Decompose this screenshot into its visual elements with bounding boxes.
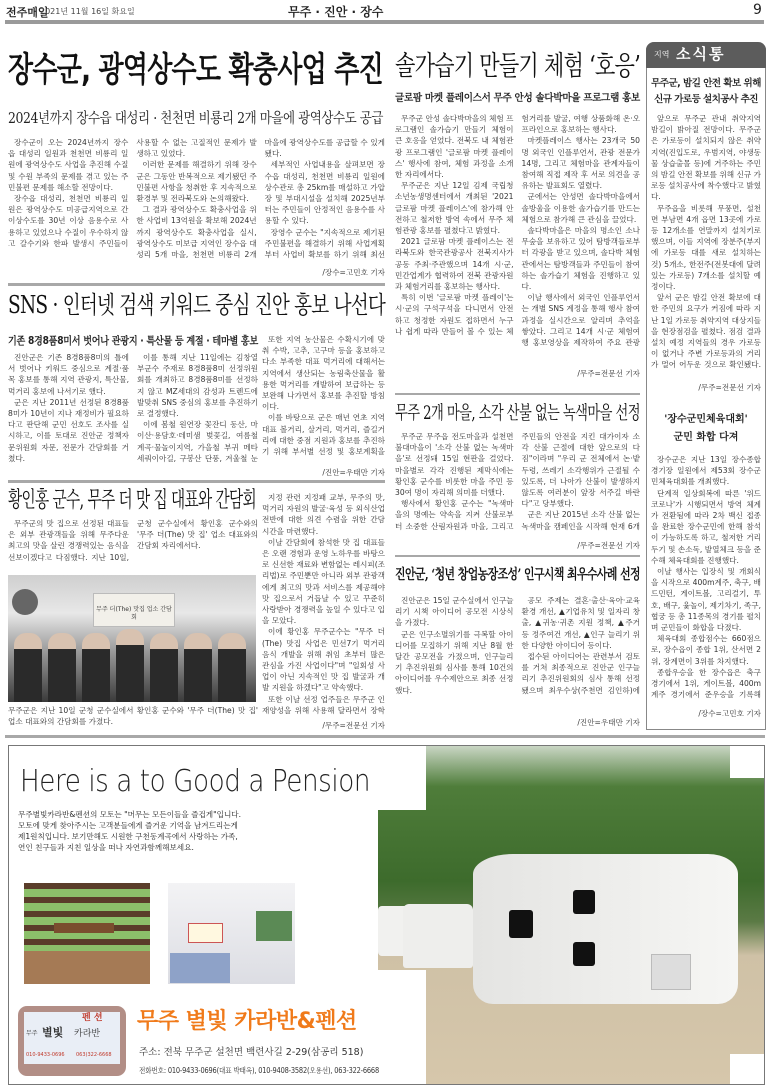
paragraph: 군에서는 안성면 솔다박마을에서 솔방울을 이용한 솔가습기를 만드는 체험으로 참가해 큰 관심을 끌었다. (521, 192, 640, 224)
interior-window (256, 911, 292, 941)
headline-restaurant-meeting: 황인홍 군수, 무주 더 맛 집 대표와 간담회 (8, 488, 257, 513)
caravan-window (573, 890, 595, 914)
paragraph: 이날 행사에서 외국인 인플루언서는 개별 SNS 계정을 통해 행사 참여 과정을 실시간으로 알리며 추억을 쌓았다. 그리고 14개 시·군 체험여행 홍보영상을 제작하여 주요 관광 (521, 293, 640, 348)
sidebar-headline-1a-row (646, 76, 766, 92)
pension-sign-photo (18, 1006, 126, 1076)
sign-text: 카라반 (74, 1029, 101, 1039)
ad-layout-block (730, 746, 764, 778)
divider (395, 393, 640, 395)
county-logo (12, 589, 38, 615)
ad-line: 연인 친구들과 지친 일상을 떠나 자연과함께해보세요. (18, 843, 194, 852)
byline: /진안=우태만 기자 (577, 718, 640, 727)
paragraph: 접수된 아이디어는 관련부서 검토를 거쳐 최종적으로 진안군 인구늘리기 추진위원회의 심사 통해 선정됐으며 최우수상(주천면 김인하)에 (521, 652, 640, 695)
article-body-green-village (395, 431, 640, 532)
paragraph: 장수읍 대성리, 천천면 비룡리 일원은 광역상수도 미공급지역으로 간이상수도를 30년 이상 음용수로 사용하고 있었으나 수질이 우수하지 않고 갈수기와 한파 발생시 주민들이 사용할 수 없는 고질적인 문제가 발생하고 있었다. (8, 138, 257, 248)
paragraph: 군은 인구소멸위기를 극복할 아이디어를 모집하기 위해 지난 8월 한 달간 공모전을 가졌으며, 인구늘리기 추진위원회 심사를 통해 10건의 아이디어를 우수제안으로 최종 선정했다. (395, 629, 514, 695)
sidebar-label-big: 소식통 (676, 45, 726, 63)
article-body-sns-b (262, 334, 385, 457)
ad-line: 무주별빛카라반&펜션의 모토는 "머무는 모든이들을 즐겁게"입니다. (18, 810, 242, 819)
sign-text: 별빛 (42, 1026, 64, 1039)
paragraph: 2021 글로팜 마켓 플레이스는 전라북도와 한국관광공사 전북지사가 공동 주최·주관했으며 14개 시·군, 민간업계가 협력하여 전북 관광자원과 체험거리를 홍보하는 행사다. (395, 237, 514, 292)
headline-water-supply: 장수군, 광역상수도 확충사업 추진 (8, 50, 383, 90)
caravan-window (573, 942, 595, 966)
ad-title: Here is a to Good a Pension (20, 764, 370, 799)
masthead: 전주매일 (6, 6, 49, 19)
air-conditioner-unit (651, 954, 691, 990)
paragraph: 무주읍을 비롯해 무풍면, 설천면 부남면 4개 읍면 13곳에 가로등 12개소를 연말까지 설치키로 했으며, 이들 지역에 장분주(부지에 가로등 대를 새로 설치하는 것) 5개소, 한전주(전봇대에 달려있는 가로등) 7개소를 설치할 예정이다. (651, 203, 761, 292)
paragraph: 앞으로 무주군 관내 취약지역 밤길이 밝아질 전망이다. 무주군은 가로등이 설치되지 않은 취약지역(진입도로, 우범지역, 야생동물 상습출몰 등)에 거주하는 주민의 밤길 안전 확보를 위해 신규 가로등 설치공사에 착수했다고 밝혔다. (651, 114, 761, 202)
issue-date: 2021년 11월 16일 화요일 (40, 7, 135, 16)
caravan-middle (403, 904, 473, 968)
headline-youth-farm: 진안군, ‘청년 창업농장조성’ 인구시책 최우수사례 선정 (395, 567, 641, 583)
sidebar-headline-2b-row (646, 429, 766, 447)
person-figure (82, 633, 110, 702)
sidebar-body-sports-festival (651, 454, 761, 700)
byline: /무주=전문선 기자 (577, 541, 640, 550)
sidebar-headline-2a-row (646, 411, 766, 429)
paragraph: 진안군은 15일 군수실에서 인구늘리기 시책 아이디어 공모전 시상식을 가졌다. (395, 596, 514, 628)
paragraph: 장영수 군수는 "지속적으로 제기된 주민불편을 해결하기 위해 사업계획부터 사업비 확보를 하기 위해 최선 (264, 227, 385, 260)
subheadline-sns-promotion: 기존 8경8품8미서 벗어나 관광지 · 특산물 등 계절 · 테마별 홍보 (8, 335, 258, 347)
paragraph: 무주군 무주읍 전도마을과 설천면 불대마을이 '소각 산불 없는 녹색마을'로 선정돼 15일 현판을 걸었다. 마을별로 각각 진행된 제막식에는 황인홍 군수를 비롯한 마을 주민 등 30여 명이 자리해 의미를 더했다. (395, 432, 514, 498)
page-number: 9 (753, 2, 762, 18)
photo-banner: 무주 더(The) 맛집 업소 간담회 (93, 593, 175, 627)
article-body-restaurant-a (8, 518, 258, 564)
headline-pine-humidifier: 솔가습기 만들기 체험 ‘호응’ (395, 51, 641, 82)
meeting-photo (8, 575, 256, 702)
subheadline-water-supply: 2024년까지 장수읍 대성리 · 천천면 비룡리 2개 마을에 광역상수도 공급 (8, 111, 384, 127)
paragraph: 이에 봄철 원연장 꽃잔디 동산, 마이산·용담호·데미샘 벚꽃길, 여름철 계곡·물놀이지역, 가을철 부귀 메타세쿼이아길, 구봉산 단풍, 겨울철 눈 (137, 420, 258, 463)
ad-description (18, 809, 358, 853)
sidebar-body-streetlights (651, 113, 761, 371)
byline: /장수=고민호 기자 (322, 268, 385, 277)
person-figure (14, 633, 42, 702)
person-figure (184, 633, 212, 702)
person-figure (48, 633, 76, 702)
people-group (8, 629, 256, 702)
ad-layout-block (378, 746, 426, 810)
person-figure (218, 633, 246, 702)
paragraph: 또한 이날 선정 업주들은 무주군 인재양성을 위해 사용해 달라면서 장학 (262, 694, 385, 715)
paragraph: 체육대회 종합점수는 660점으로, 장수읍이 종합 1위, 산서면 2위, 장계면이 3위를 차지했다. (651, 634, 761, 666)
headline-sns-promotion: SNS · 인터넷 검색 키워드 중심 진안 홍보 나선다 (8, 291, 386, 319)
paragraph: 무주군의 맛 집으로 선정된 대표들은 외부 관광객들을 위해 무주다운 최고의 맛을 살린 경쟁력있는 음식을 선보이겠다고 다짐했다. 지난 10일, 군청 군수실에서 황인홍 군수와의 '무주 더(The) 맛 집' 업소 대표와의 간담회 자리에서다. (8, 519, 258, 562)
ad-layout-block (378, 970, 426, 1084)
sign-text: 펜 션 (82, 1013, 103, 1023)
paragraph: 군은 지난 2015년 소각 산불 없는 녹색마을 캠페인을 시작해 현재 6개 (521, 510, 640, 531)
headline-green-village: 무주 2개 마을, 소각 산불 없는 녹색마을 선정 (395, 403, 640, 424)
paragraph: 공모 주제는 결혼·출산·육아·교육환경 개선, ▲기업유치 및 일자리 창출, ▲귀농·귀촌 지원 정책, ▲주거 등 정주여건 개선, ▲인구 늘리기 위한 다양한 아이디어 등이다. (521, 596, 640, 650)
sign-text: 063)322-6668 (76, 1052, 112, 1058)
person-figure (116, 629, 144, 702)
sidebar-label-small: 지역 (654, 50, 670, 59)
paragraph: 진안군은 기존 8경8품8미의 틀에서 벗어나 키워드 중심으로 계절·품목 홍보를 통해 지역 관광지, 특산물, 먹거리 홍보에 나서기로 했다. (8, 353, 129, 396)
paragraph: 이를 바탕으로 군은 매년 연초 지역 대표 볼거리, 살거리, 먹거리, 즐길거리에 대한 중점 지원과 홍보를 추진하기 위해 부서별 선정 및 홍보계획을 (262, 413, 385, 457)
byline: /장수=고민호 기자 (698, 709, 761, 718)
paragraph: 이에 황인홍 무주군수는 "무주 더(The) 맛집 사업은 민선7기 먹거리 음식 개발을 위해 취임 초부터 많은 관심을 가진 사업이다"며 "일회성 사업이 아닌 지속적인 맛 집 발굴과 개발 지원을 하겠다"고 약속했다. (262, 627, 385, 693)
paragraph: 그 결과 광역상수도 확충사업을 위한 사업비 13억원을 확보해 2024년까지 광역상수도 확충사업을 실시, 광역상수도 미보급 지역인 장수읍 대성리 5개 마을, 천천면 비룡리 2개 마을에 광역상수도를 공급할 수 있게 됐다. (136, 138, 385, 260)
divider (8, 480, 385, 483)
paragraph: 장수군은 지난 13일 장수종합경기장 일원에서 제53회 장수군민체육대회를 개최했다. (651, 455, 761, 487)
paragraph: 앞서 군은 밤길 안전 확보에 대한 주민의 요구가 커짐에 따라 지난 1일 가로등 취약지역 대상지들을 현장점검을 펼쳤다. 점검 결과 설치 예정 지역들의 경우 가로등이 없거나 주변 가로등과의 거리가 멀어 어두운 것으로 확인됐다. (651, 293, 761, 370)
caravan-window (509, 910, 533, 938)
deck-photo (24, 883, 150, 984)
sidebar-headline-2a: '장수군민체육대회' (664, 414, 748, 425)
article-body-pine-humidifier (395, 113, 640, 359)
header-rule (5, 20, 764, 24)
divider (395, 555, 640, 557)
ad-line: 모토에 맞게 찾아주시는 고객분들에게 즐거운 기억을 남겨드리는게 (18, 821, 238, 830)
sidebar-headline-2b: 군민 화합 다져 (673, 432, 739, 443)
paragraph: 솔다박마을은 마을의 명소인 소나무숲을 보유하고 있어 탐방객들로부터 각광을 받고 있으며, 솔다박 체험관에서는 탐방객들과 주민들이 참여하는 솔가습기 체험을 진행하고 있다. (521, 226, 640, 292)
byline: /무주=전문선 기자 (577, 369, 640, 378)
byline: /무주=전문선 기자 (698, 383, 761, 392)
pension-phone: 전화번호: 010-9433-0696(대표 박태옥), 010-9408-3582(오용선), 063-322-6668 (139, 1066, 379, 1075)
paragraph: 세부적인 사업내용을 살펴보면 장수읍 대성리, 천천면 비룡리 일원에 상수관로 총 25km를 매설하고 가압장 및 부대시설을 설치해 2025년부터는 주민들이 안정적인 음용수를 사용할 수 있다. (264, 160, 385, 226)
byline: /진안=우태만 기자 (322, 468, 385, 477)
paragraph: 종합우승을 한 장수읍은 축구 경기에서 1위, 게이트볼, 400m 계주 경기에서 준우승을 기록해 (651, 667, 761, 700)
paragraph: 단계적 일상회복에 따른 '위드코로나'가 시행되면서 방역 체계가 전환됨에 따라 2차 백신 접종을 완료한 장수군민에 한해 참석이 가능하도록 하고, 철저한 거리두기 및 손소독, 발열체크 등을 준수해 체육대회를 진행했다. (651, 488, 761, 565)
paragraph: 지정 관련 지정패 교부, 무주의 맛, 먹거리 자원의 발굴·육성 등 외식산업 전반에 대한 의견 수렴을 위한 간담 시간을 마련했다. (262, 493, 385, 536)
paragraph: 이러한 문제를 해결하기 위해 장수군은 그동안 반복적으로 제기됐던 주민불편 사항을 청취한 후 지속적으로 환경부 및 전라북도와 논의해왔다. (136, 160, 257, 204)
paragraph: 이날 간담회에 참석한 맛 집 대표들은 오랜 경험과 운영 노하우를 바탕으로 신선한 재료와 변함없는 레시피(조리법)로 주민뿐만 아니라 외부 관광객에게 최고의 맛과 서비스를 제공해야 맛 집으로서 거듭날 수 있고 꾸준히 사랑받아 경쟁력을 높일 수 있다고 입을 모았다. (262, 537, 385, 626)
article-body-restaurant-b (262, 492, 385, 716)
picnic-table (54, 923, 114, 933)
paragraph: 이를 통해 지난 11일에는 김창열 부군수 주재로 8경8품8미 선정위원회를 개최하고 8경8품8미를 선정하지 않고 MZ세대의 감성과 트렌드에 발맞춰 SNS 중심의 홍보를 추진하기로 결정했다. (137, 353, 258, 419)
bunk-bed (170, 953, 230, 983)
sidebar-header (646, 42, 766, 68)
byline: /무주=전문선 기자 (322, 721, 385, 730)
divider (5, 735, 765, 738)
section-title: 무주 · 진안 · 장수 (288, 5, 384, 19)
interior-window (188, 923, 223, 943)
paragraph: 무주군 안성 솔다박마을의 체험 프로그램인 솔가습기 만들기 체험이 큰 호응을 얻었다. 전북도 내 체험관광 프로그램인 '글로팜 마켓 플레이스' 행사에 참여, 체험 과정을 소개한 자리에서다. (395, 114, 514, 180)
ad-line: 제1원칙입니다. 보기만해도 시원한 구천동계곡에서 사랑하는 가족, (18, 832, 238, 841)
sign-text: 010-9433-0696 (26, 1052, 65, 1058)
article-body-water-supply (8, 137, 385, 261)
person-figure (150, 633, 178, 702)
caravan-main (473, 854, 738, 1004)
deck-floor (24, 951, 150, 984)
ad-layout-block (730, 1054, 764, 1084)
pension-address: 주소: 전북 무주군 설천면 백련사길 2-29(삼공리 518) (139, 1047, 364, 1058)
sidebar-headline-1b: 신규 가로등 설치공사 추진 (654, 94, 758, 105)
paragraph: 이날 행사는 입장식 및 개회식을 시작으로 400m계주, 축구, 배드민턴, 게이트볼, 고리걸기, 투호, 배구, 윷놀이, 제기차기, 족구, 협궁 등 총 11종목의 경기를 펼치며 군민들이 화합을 다졌다. (651, 567, 761, 633)
article-body-youth-farm (395, 595, 640, 707)
paragraph: 또한 지역 농산물은 수확시기에 맞춰 수박, 고추, 고구마 등을 홍보하고 다소 부족한 대표 먹거리에 대해서는 지역에서 생산되는 농림축산물을 활용한 먹거리를 개발하여 보급하는 등 보완해 나가면서 홍보를 추진할 방침이다. (262, 335, 385, 412)
pension-name: 무주 별빛 카라반&펜션 (137, 1009, 357, 1034)
paragraph: 군은 지난 2011년 선정된 8경8품8미가 10년이 지나 재정비가 필요하다고 판단해 군민 선호도 조사를 실시하고, 이를 토대로 진안군 정책자문위원회 자문, 전문가 간담회를 거쳤다. (8, 397, 129, 463)
paragraph: 장수군이 오는 2024년까지 장수읍 대성리 일원과 천천면 비룡리 일원에 광역상수도 사업을 추진해 수질 및 수원 부족의 문제를 겪고 있는 주민불편 문제를 해소할 전망이다. (8, 138, 129, 192)
article-body-sns-a (8, 352, 258, 468)
paragraph: 마켓플레이스 행사는 23개국 50명 외국인 인플루언서, 관광 전문가 14명, 그리고 체험마을 관계자들이 참여해 직접 제작 후 서로 의견을 공유하는 발표회도 열렸다. (521, 136, 640, 191)
caravan-interior-photo (168, 883, 295, 984)
sidebar-headline-1b-row (646, 92, 766, 108)
sidebar-headline-1a: 무주군, 밤길 안전 확보 위해 (651, 78, 761, 89)
paragraph: 행사에서 황인홍 군수는 "녹색마을의 명예는 약속을 지켜 산불로부터 소중한 산림자원과 마을, 그리고 주민들의 안전을 지킨 대가이자 소각 산불 근절에 대한 앞으로의 다짐"이라며 "우리 군 전체에서 논·밭두렁, 쓰레기 소각행위가 근절될 수 있도록, 더 나아가 산불이 발생하지 않도록 여러분이 앞장 서주길 바란다"고 당부했다. (395, 432, 640, 531)
caravan-photo (378, 746, 764, 1084)
divider (8, 283, 385, 286)
paragraph: 특히 이번 '글로팜 마켓 플레이'는 시·군의 구석구석을 다니면서 안전하고 청정한 자원도 접하면서 누구나 쉽게 따라 만들어 볼 수 있는 체험거리를 발굴, 여행 상품화해 온·오프라인으로 홍보하는 행사다. (395, 114, 640, 336)
paragraph: 무주군은 지난 12일 김제 국립청소년농생명센터에서 개최된 '2021 글로팜 마켓 플레이스'에 참가해 안전하고 철저한 방역 속에서 무주 체험관광 홍보를 펼쳤다고 밝혔다. (395, 181, 514, 236)
subheadline-pine-humidifier: 글로팜 마켓 플레이스서 무주 안성 솔다박마을 프로그램 홍보 (395, 93, 641, 104)
photo-caption: 무주군은 지난 10일 군청 군수실에서 황인홍 군수와 '무주 더(The) 맛 집' 업소 대표와의 간담회를 가졌다. (8, 706, 258, 726)
sign-text: 무주 (26, 1030, 38, 1037)
